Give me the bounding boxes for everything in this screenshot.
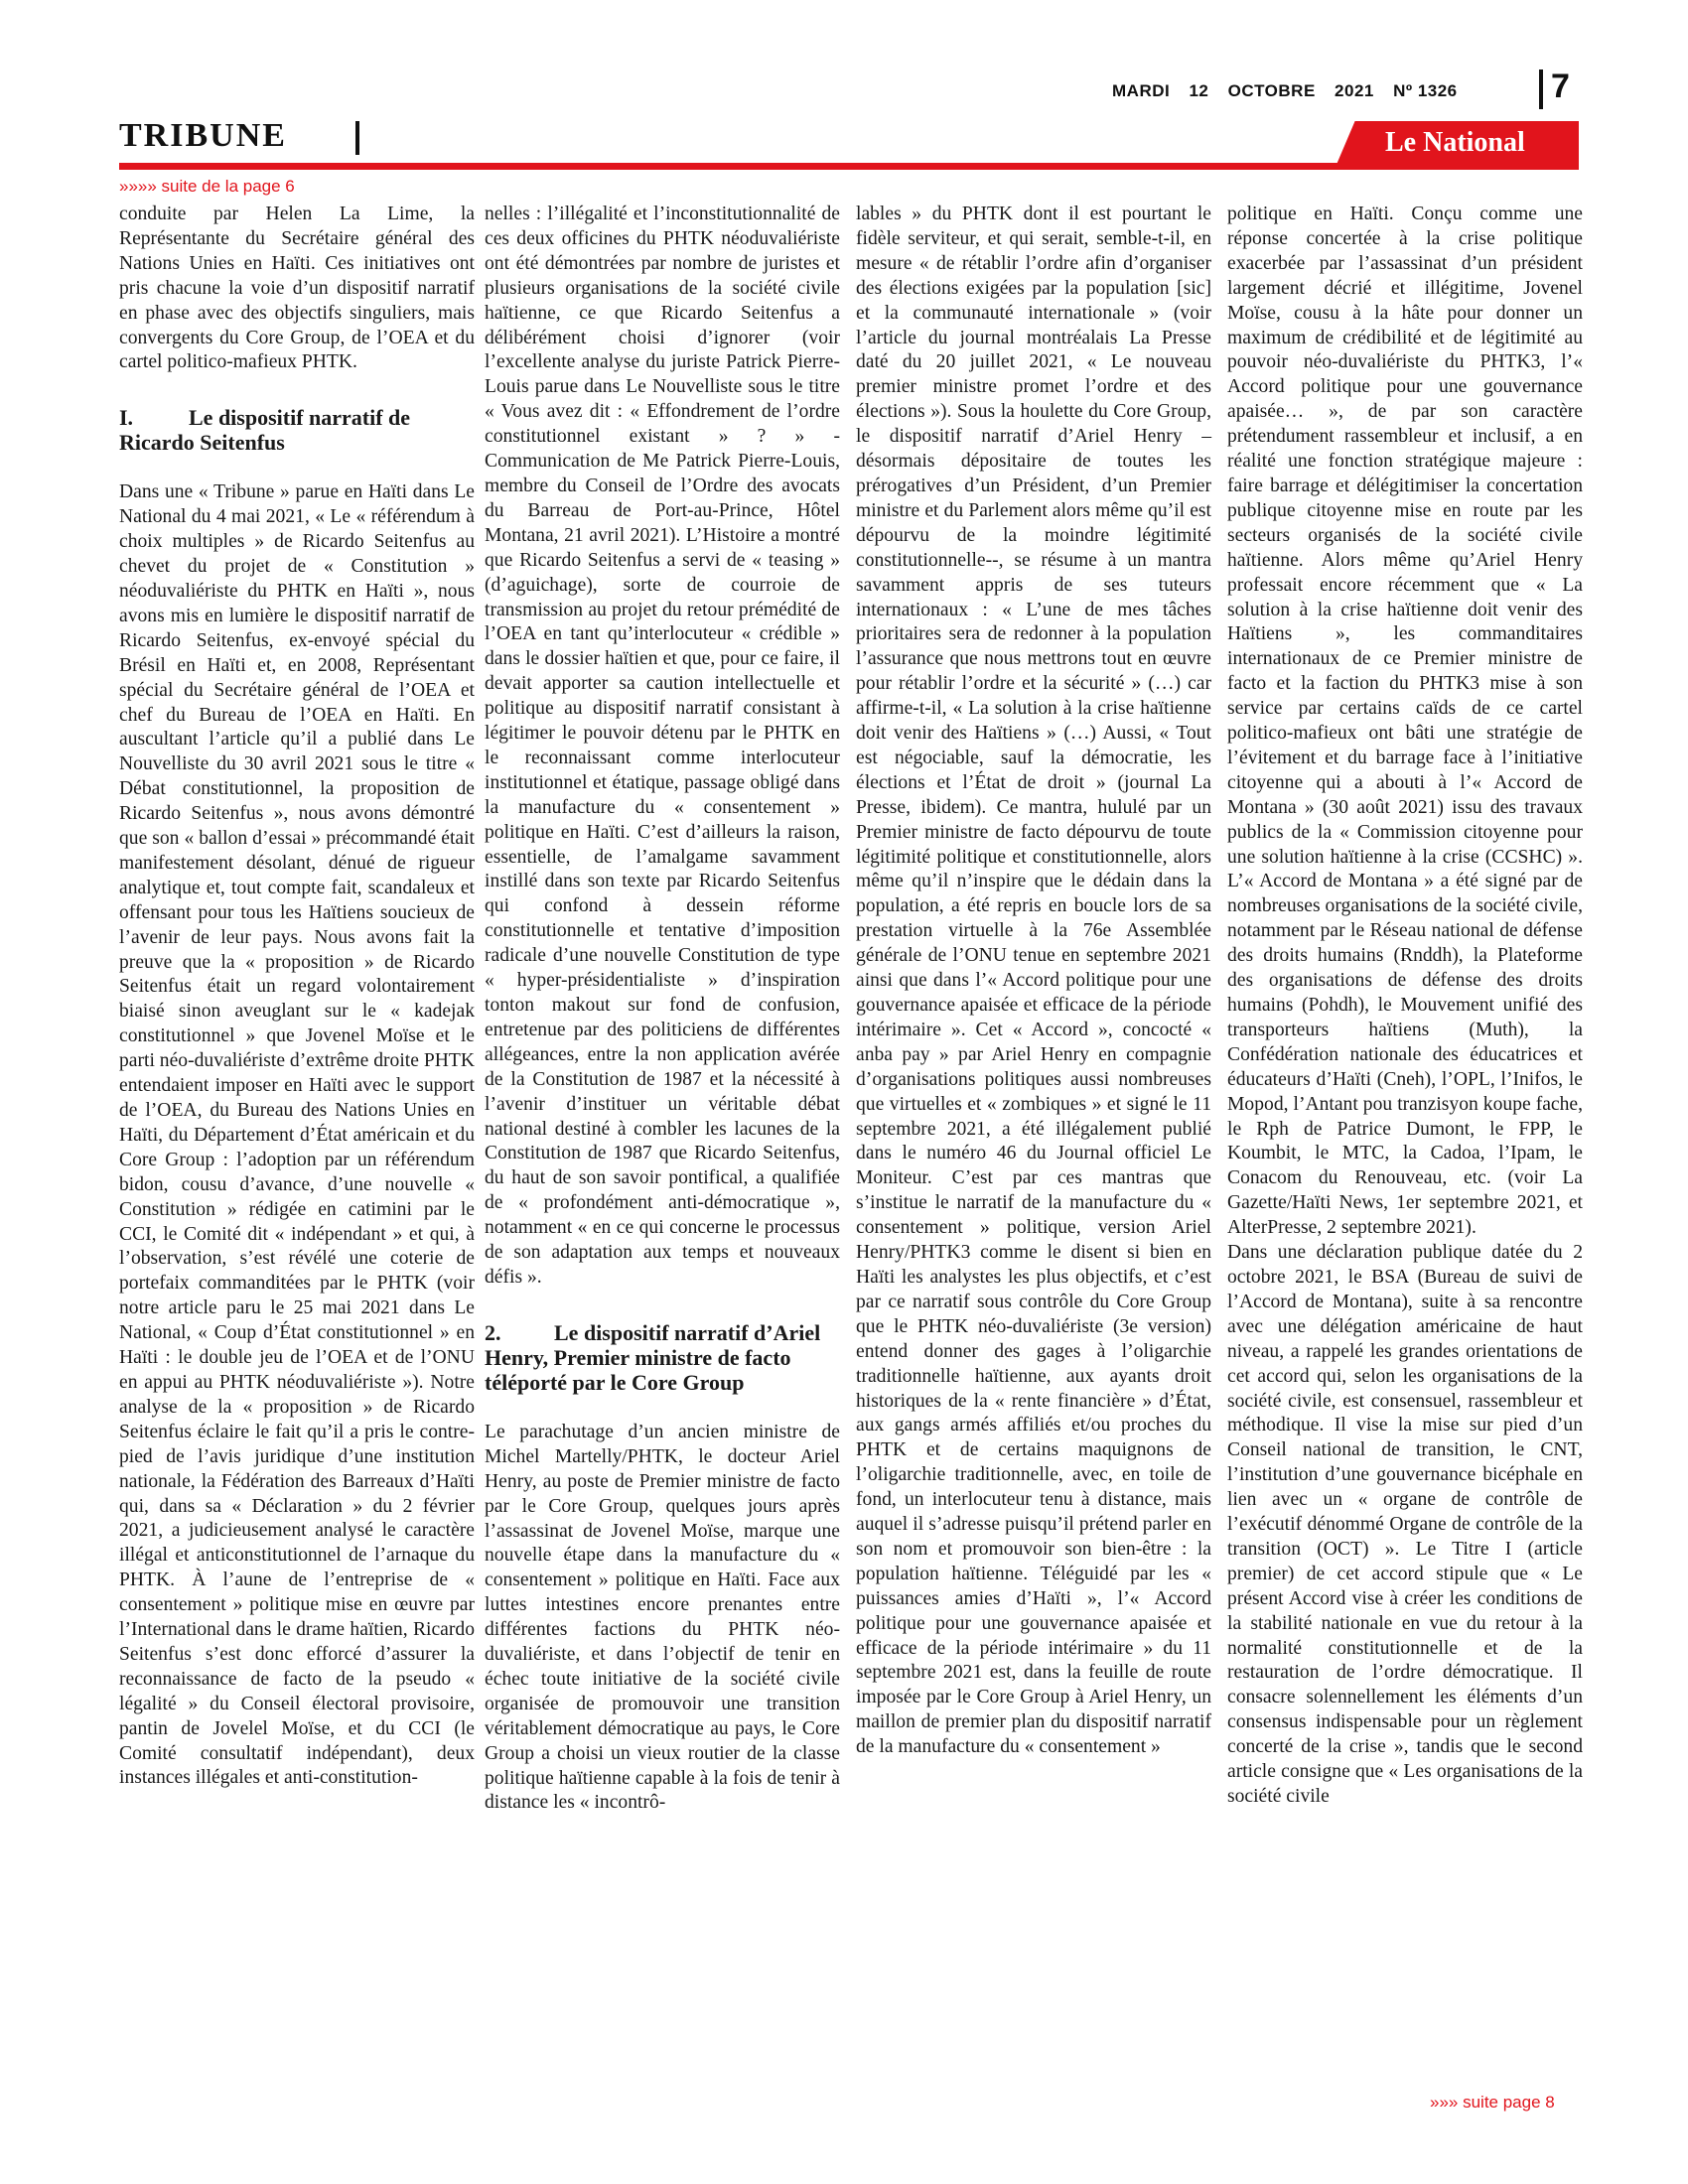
dateline-date: 12 [1189,81,1209,100]
paragraph: lables » du PHTK dont il est pourtant le fidèle serviteur, et qui serait, semble-t-il, en mesure « de rétablir l’ordre afin d’organiser des élections exigées par la population [sic] et la communauté internationale » (voir l’article du journal montréalais La Presse daté du 20 juillet 2021, « Le nouveau premier ministre promet l’ordre et des élections »). Sous la houlette du Core Group, le dispositif narratif d’Ariel Henry –désormais dépositaire de toutes les prérogatives d’un Président, d’un Premier ministre et du Parlement alors même qu’il est dépourvu de la moindre légitimité constitutionnelle--, se résume à un mantra savamment appris de ses tuteurs internationaux : « L’une de mes tâches prioritaires sera de redonner à la population l’assurance que nous mettrons tout en œuvre pour rétablir l’ordre et la sécurité » (…) car affirme-t-il, « La solution à la crise haïtienne doit venir des Haïtiens » (…) Aussi, « Tout est négociable, sauf la démocratie, les élections et l’État de droit » (journal La Presse, ibidem). Ce mantra, hululé par un Premier ministre de facto dépourvu de toute légitimité politique et constitutionnelle, alors même qu’il n’inspire que le dédain dans la population, a été repris en boucle lors de sa prestation virtuelle à la 76e Assemblée générale de l’ONU tenue en septembre 2021 ainsi que dans l’« Accord politique pour une gouvernance apaisée et efficace de la période intérimaire ». Cet « Accord », concocté « anba pay » par Ariel Henry en compagnie d’organisations politiques aussi nombreuses que virtuelles et « zombiques » et signé le 11 septembre 2021, a été illégalement publié dans le numéro 46 du Journal officiel Le Moniteur. C’est par ces mantras que s’institue le narratif de la manufacture du « consentement » politique, version Ariel Henry/PHTK3 comme le disent si bien en Haïti les analystes les plus objectifs, et c’est par ce narratif sous contrôle du Core Group que le PHTK néo-duvaliériste (3e version) entend donner des gages à l’oligarchie traditionnelle haïtienne, aux ayants droit historiques de la « rente financière » d’État, aux gangs armés affiliés et/ou proches du PHTK et de certains maquignons de l’oligarchie traditionnelle, avec, en toile de fond, un interlocuteur tenu à distance, mais auquel il s’adresse puisqu’il prétend parler en son nom et promouvoir son bien-être : la population haïtienne. Téléguidé par les « puissances amies d’Haïti », l’« Accord politique pour une gouvernance apaisée et efficace de la période intérimaire » du 11 septembre 2021 est, dans la feuille de route imposée par le Core Group à Ariel Henry, un maillon de premier plan du dispositif narratif de la manufacture du « consentement » [856,204,1211,1758]
section-number: 2. [485,1319,501,1345]
continued-from-link[interactable]: »»»» suite de la page 6 [119,177,295,196]
paragraph: Le parachutage d’un ancien ministre de Michel Martelly/PHTK, le docteur Ariel Henry, au poste de Premier ministre de facto par le Core Group, quelques jours après l’assassinat de Jovenel Moïse, marque une nouvelle étape dans la manufacture du « consentement » politique en Haïti. Face aux luttes intestines encore prenantes entre différentes factions du PHTK néo-duvaliériste, et dans l’objectif de tenir en échec toute initiative de la société civile organisée de promouvoir une transition véritablement démocratique au pays, le Core Group a choisi un vieux routier de la classe politique haïtienne capable à la fois de tenir à distance les « incontrô- [485,1421,840,1814]
paragraph: Dans une « Tribune » parue en Haïti dans Le National du 4 mai 2021, « Le « référendum à choix multiples » de Ricardo Seitenfus au chevet du projet de « Constitution » néoduvaliériste du PHTK en Haïti », nous avons mis en lumière le dispositif narratif de Ricardo Seitenfus, ex-envoyé spécial du Brésil en Haïti et, en 2008, Représentant spécial du Secrétaire général de l’OEA et chef du Bureau de l’OEA en Haïti. En auscultant l’article qu’il a publié dans Le Nouvelliste du 30 avril 2021 sous le titre « Débat constitutionnel, la proposition de Ricardo Seitenfus », nous avons démontré que son « ballon d’essai » précommandé était manifestement désolant, dénué de rigueur analytique et, tout compte fait, scandaleux et offensant pour tous les Haïtiens soucieux de l’avenir de leur pays. Nous avons fait la preuve que la « proposition » de Ricardo Seitenfus était un regard volontairement biaisé sinon aveuglant sur le « kadejak constitutionnel » que Jovenel Moïse et le parti néo-duvaliériste d’extrême droite PHTK entendaient imposer en Haïti avec le support de l’OEA, du Bureau des Nations Unies en Haïti, du Département d’État américain et du Core Group : l’adoption par un référendum bidon, cousu d’avance, d’une nouvelle « Constitution » rédigée en catimini par le CCI, le Comité dit « indépendant » et qui, à l’observation, s’est révélé une coterie de portefaix commanditées par le PHTK (voir notre article paru le 25 mai 2021 dans Le National, « Coup d’État constitutionnel » en Haïti : le double jeu de l’OEA et de l’ONU en appui au PHTK néoduvaliériste »). Notre analyse de la « proposition » de Ricardo Seitenfus éclaire le fait qu’il a pris le contre-pied de l’avis juridique d’une institution nationale, la Fédération des Barreaux d’Haïti qui, dans sa « Déclaration » du 2 février 2021, a judicieusement analysé le caractère illégal et anticonstitutionnel de l’arnaque du PHTK. À l’aune de l’entreprise de « consentement » politique mise en œuvre par l’International dans le drame haïtien, Ricardo Seitenfus s’est donc efforcé d’assurer la reconnaissance de facto de la pseudo « légalité » du Conseil électoral provisoire, pantin de Jovelel Moïse, et du CCI (le Comité consultatif indépendant), deux instances illégales et anti-constitution- [119,481,476,1789]
dateline-month: OCTOBRE [1227,81,1316,100]
article-column-3 [856,203,1211,1760]
dateline-day: MARDI [1112,81,1171,100]
dateline [1112,81,1509,105]
header-rule [119,163,1579,170]
article-column-4 [1227,203,1583,1810]
page-number-divider [1539,69,1543,109]
paragraph: nelles : l’illégalité et l’inconstitutionnalité de ces deux officines du PHTK néoduvaliériste ont été démontrées par nombre de juristes et plusieurs organisations de la société civile haïtienne, ce que Ricardo Seitenfus a délibérément choisi d’ignorer (voir l’excellente analyse du juriste Patrick Pierre-Louis parue dans Le Nouvelliste sous le titre « Vous avez dit : « Effondrement de l’ordre constitutionnel existant » ? » - Communication de Me Patrick Pierre-Louis, membre du Conseil de l’Ordre des avocats du Barreau de Port-au-Prince, Hôtel Montana, 21 avril 2021). L’Histoire a montré que Ricardo Seitenfus a servi de « teasing » (d’aguichage), sorte de courroie de transmission au projet du retour prémédité de l’OEA en tant qu’interlocuteur « crédible » dans le dossier haïtien et que, pour ce faire, il devait apporter sa caution intellectuelle et politique au dispositif narratif consistant à légitimer le pouvoir détenu par le PHTK en le reconnaissant comme interlocuteur institutionnel et étatique, passage obligé dans la manufacture du « consentement » politique en Haïti. C’est d’ailleurs la raison, essentielle, de l’amalgame savamment instillé dans son texte par Ricardo Seitenfus qui confond à dessein réforme constitutionnelle et tentative d’imposition radicale d’une nouvelle Constitution de type « hyper-présidentialiste » d’inspiration tonton makout sur fond de confusion, entretenue par des politiciens de différentes allégeances, entre la non application avérée de la Constitution de 1987 et la nécessité à l’avenir d’instituer un véritable débat national destiné à combler les lacunes de la Constitution de 1987 que Ricardo Seitenfus, du haut de son savoir pontifical, a qualifiée de « profondément anti-démocratique », notamment « en ce qui concerne le processus de son adaptation aux temps et nouveaux défis ». [485,204,840,1288]
issue-number: Nº 1326 [1393,81,1458,100]
brand-name: Le National [1385,127,1525,158]
section-heading-text: Le dispositif narratif d’Ariel Henry, Premier ministre de facto téléporté par le Core Group [485,1319,821,1395]
page-number: 7 [1551,68,1570,105]
article-column-2 [485,203,840,1816]
section-heading-2 [485,1320,840,1395]
article-column-1 [119,203,475,1791]
paragraph: Dans une déclaration publique datée du 2 octobre 2021, le BSA (Bureau de suivi de l’Accord de Montana), suite à sa rencontre avec une délégation américaine de haut niveau, a rappelé les grandes orientations de cet accord qui, selon les organisations de la société civile, est consensuel, rassembleur et méthodique. Il vise la mise sur pied d’un Conseil national de transition, le CNT, l’institution d’une gouvernance bicéphale en lien avec un « organe de contrôle de l’exécutif dénommé Organe de contrôle de la transition (OCT) ». Le Titre I (article premier) de cet accord stipule que « Le présent Accord vise à créer les conditions de la stabilité nationale en vue du retour à la normalité constitutionnelle et de la restauration de l’ordre démocratique. Il consacre solennellement les éléments d’un consensus indispensable pour un règlement concerté de la crise », tandis que le second article consigne que « Les organisations de la société civile [1227,1242,1583,1807]
continued-on-link[interactable]: »»» suite page 8 [1430,2093,1555,2112]
section-number: I. [119,405,134,431]
paragraph: conduite par Helen La Lime, la Représentante du Secrétaire général des Nations Unies en Haïti. Ces initiatives ont pris chacune la voie d’un dispositif narratif en phase avec des objectifs singuliers, mais convergents du Core Group, de l’OEA et du cartel politico-mafieux PHTK. [119,204,475,373]
section-title: TRIBUNE [119,117,287,154]
section-heading-text: Le dispositif narratif de Ricardo Seitenfus [119,405,411,456]
section-heading-1 [119,405,475,455]
section-title-divider [355,121,359,155]
dateline-year: 2021 [1335,81,1374,100]
paragraph: politique en Haïti. Conçu comme une réponse concertée à la crise politique exacerbée par l’assassinat d’un président largement décrié et illégitime, Jovenel Moïse, cousu à la hâte pour donner un maximum de crédibilité et de légitimité au pouvoir néo-duvaliériste du PHTK3, l’« Accord politique pour une gouvernance apaisée… », de par son caractère prétendument rassembleur et inclusif, a en réalité une fonction stratégique majeure : faire barrage et délégitimiser la concertation publique citoyenne mise en route par les secteurs organisés de la société civile haïtienne. Alors même qu’Ariel Henry professait encore récemment que « La solution à la crise haïtienne doit venir des Haïtiens », les commanditaires internationaux de ce Premier ministre de facto et la faction du PHTK3 mise à son service par certains caïds de ce cartel politico-mafieux ont bâti une stratégie de l’évitement et du barrage face à l’initiative citoyenne qui a abouti à l’« Accord de Montana » (30 août 2021) issu des travaux publics de la « Commission citoyenne pour une solution haïtienne à la crise (CCSHC) ». L’« Accord de Montana » a été signé par de nombreuses organisations de la société civile, notamment par le Réseau national de défense des droits humains (Rnddh), la Plateforme des organisations de défense des droits humains (Pohdh), le Mouvement unifié des transporteurs haïtiens (Muth), la Confédération nationale des éducatrices et éducateurs d’Haïti (Cneh), l’OPL, l’Inifos, le Mopod, l’Antant pou tranzisyon koupe fache, le Rph de Patrice Dumont, le FPP, le Koumbit, le MTC, la Cadoa, l’Ipam, le Conacom du Renouveau, etc. (voir La Gazette/Haïti News, 1er septembre 2021, et AlterPresse, 2 septembre 2021). [1227,204,1583,1239]
